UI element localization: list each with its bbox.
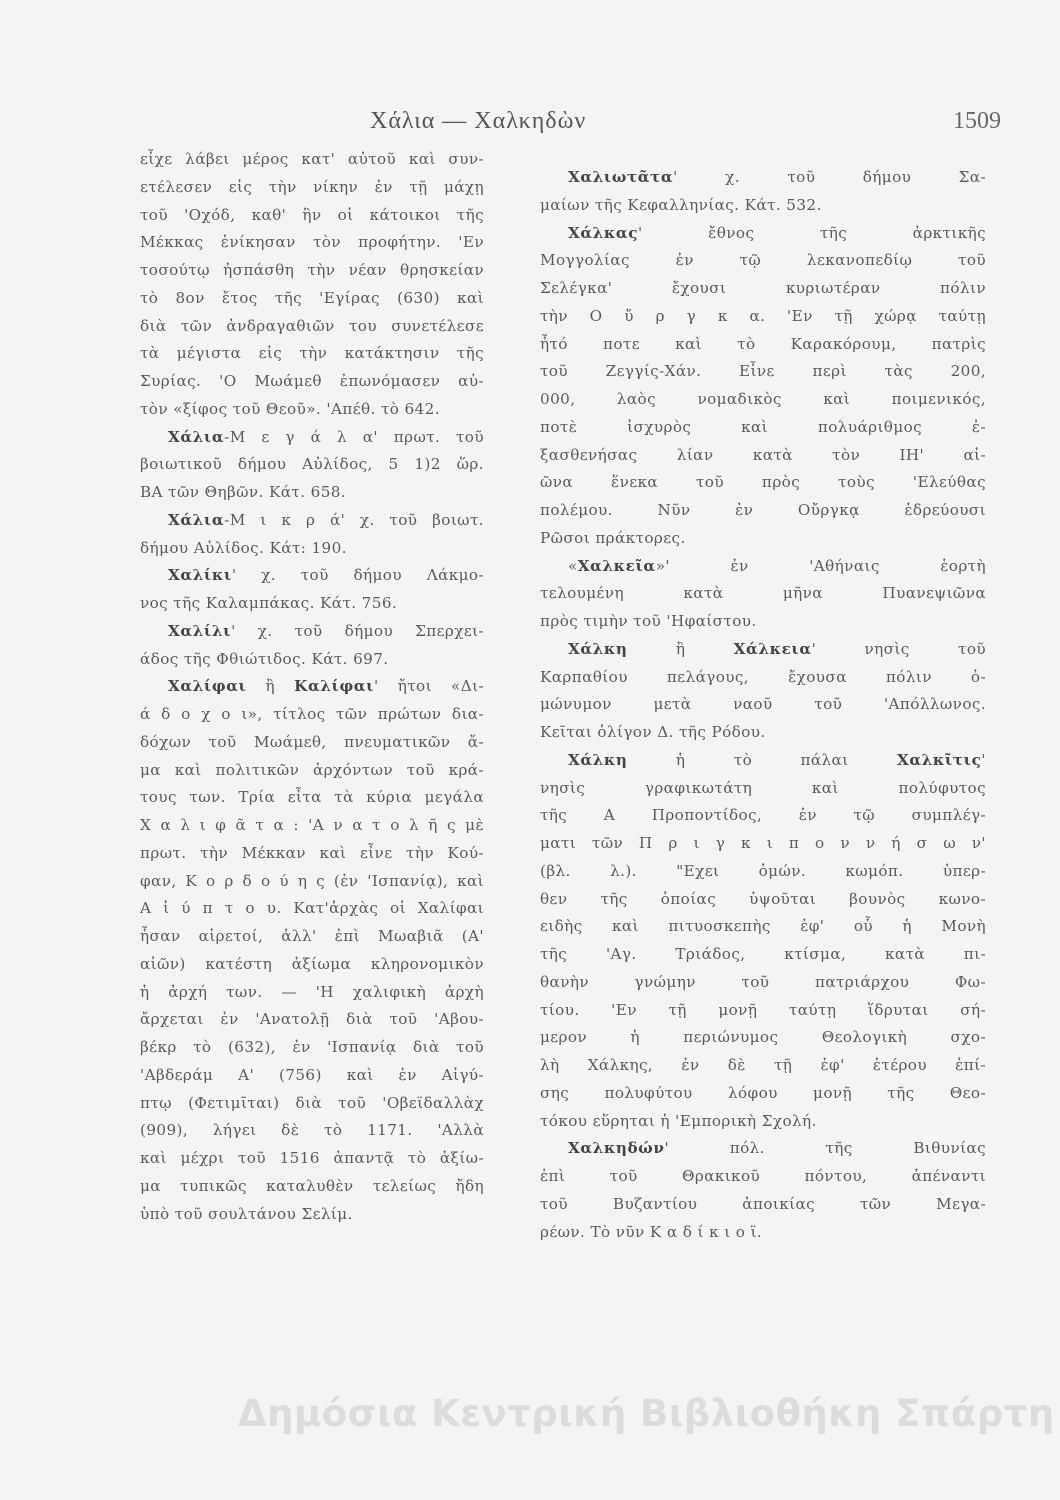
entry-headword: Καλίφαι: [294, 677, 375, 696]
text-line: [140, 479, 484, 507]
text-line: [540, 303, 986, 331]
text-line: [140, 1145, 484, 1173]
entry-headword: Χάλκη: [568, 750, 628, 769]
text-run: πρὸς τιμὴν τοῦ 'Ηφαίστου.: [540, 612, 757, 630]
text-run: τὴν Ο ὔ ρ γ κ α. 'Εν τῇ χώρᾳ ταύτῃ: [540, 306, 986, 325]
text-line: [540, 1024, 986, 1052]
text-line: [140, 1173, 484, 1201]
text-line: [540, 830, 986, 858]
entry-headword: Χαλίλι: [168, 621, 232, 640]
entry-headword: Χαλκεῖα: [577, 556, 656, 575]
text-line: [140, 507, 484, 535]
text-run: μερον ἡ περιώνυμος Θεολογικὴ σχο-: [540, 1028, 986, 1047]
text-run: ' χ. τοῦ δήμου Λάκμο-: [231, 566, 484, 585]
text-run: διὰ τῶν ἀνδραγαθιῶν του συνετέλεσε: [140, 316, 484, 335]
text-run: ματι τῶν Π ρ ι γ κ ι π ο ν ν ή σ ω ν': [540, 834, 986, 852]
text-line: [540, 192, 986, 220]
text-line: [140, 1062, 484, 1090]
text-run: ' πόλ. τῆς Βιθυνίας: [664, 1139, 986, 1158]
text-run: δόχων τοῦ Μωάμεθ, πνευματικῶν ἄ-: [140, 732, 484, 751]
text-line: [140, 451, 484, 479]
text-line: [540, 275, 986, 303]
text-run: Ρῶσοι πράκτορες.: [540, 528, 686, 547]
text-line: [540, 1108, 986, 1136]
text-run: ειδὴς καὶ πιτυοσκεπὴς ἐφ' οὗ ἡ Μονὴ: [540, 917, 986, 936]
text-line: [540, 580, 986, 608]
entry-headword: Χαλίκι: [168, 566, 232, 585]
text-line: [540, 691, 986, 719]
text-run: μώνυμον μετὰ ναοῦ τοῦ 'Απόλλωνος.: [540, 695, 986, 714]
text-run: Μογγολίας ἐν τῷ λεκανοπεδίῳ τοῦ: [540, 251, 986, 270]
text-line: [140, 1117, 484, 1145]
text-run: άδος τῆς Φθιώτιδος. Κάτ. 697.: [140, 649, 389, 668]
text-line: [540, 969, 986, 997]
text-run: τοσούτῳ ἠσπάσθη τὴν νέαν θρησκείαν: [140, 261, 484, 279]
text-line: [140, 590, 484, 618]
text-line: [140, 202, 484, 230]
text-run: ἡ ἀρχή των. — 'Η χαλιφικὴ ἀρχὴ: [140, 982, 484, 1001]
text-run: μα τυπικῶς καταλυθὲν τελείως ἤδη: [140, 1176, 484, 1195]
text-line: [540, 442, 986, 470]
text-line: [140, 146, 484, 174]
text-run: Α ἰ ύ π τ ο υ. Κατ'ἀρχὰς οἱ Χαλίφαι: [140, 899, 484, 918]
text-line: [540, 608, 986, 636]
text-run: Καρπαθίου πελάγους, ἔχουσα πόλιν ὁ-: [540, 667, 986, 686]
text-line: [540, 414, 986, 442]
text-line: [540, 164, 986, 192]
text-line: [540, 386, 986, 414]
text-line: [540, 941, 986, 969]
text-run: τοῦ 'Οχόδ, καθ' ἣν οἱ κάτοικοι τῆς: [140, 205, 484, 224]
text-run: τίου. 'Εν τῇ μονῇ ταύτῃ ἵδρυται σή-: [540, 1000, 986, 1019]
text-line: [540, 525, 986, 553]
text-run: βέκρ τὸ (632), ἐν 'Ισπανίᾳ διὰ τοῦ: [140, 1038, 484, 1056]
text-run: -Μ ι κ ρ ά' χ. τοῦ βοιωτ.: [224, 510, 484, 529]
text-line: [540, 886, 986, 914]
text-run: »' ἐν 'Αθήναις ἑορτὴ: [655, 556, 986, 575]
text-line: [140, 313, 484, 341]
text-line: [140, 812, 484, 840]
text-line: [540, 469, 986, 497]
text-run: τὰ μέγιστα εἰς τὴν κατάκτησιν τῆς: [140, 344, 484, 363]
text-run: τὸν «ξίφος τοῦ Θεοῦ». 'Απέθ. τὸ 642.: [140, 399, 440, 418]
text-run: τῆς 'Αγ. Τριάδος, κτίσμα, κατὰ πι-: [540, 945, 986, 963]
text-line: [140, 951, 484, 979]
entry-headword: Χάλκεια: [733, 639, 812, 658]
text-run: μαίων τῆς Κεφαλληνίας. Κάτ. 532.: [540, 195, 822, 214]
text-run: Μέκκας ἐνίκησαν τὸν προφήτην. 'Εν: [140, 233, 484, 252]
text-run: θανὴν γνώμην τοῦ πατριάρχου Φω-: [540, 972, 986, 991]
text-line: [540, 1191, 986, 1219]
text-line: [140, 340, 484, 368]
text-run: Σελέγκα' ἔχουσι κυριωτέραν πόλιν: [540, 279, 986, 297]
text-run: 'Αβδεράμ Α' (756) καὶ ἐν Αἰγύ-: [140, 1065, 484, 1084]
text-run: φαν, Κ ο ρ δ ο ύ η ς (ἐν 'Ισπανίᾳ), καὶ: [140, 871, 484, 890]
text-line: [540, 664, 986, 692]
text-run: ': [981, 750, 986, 769]
text-run: εἶχε λάβει μέρος κατ' αὐτοῦ καὶ συν-: [140, 150, 484, 168]
text-line: [540, 747, 986, 775]
text-run: ἄρχεται ἐν 'Ανατολῇ διὰ τοῦ 'Αβου-: [140, 1010, 484, 1029]
running-header: [0, 108, 1060, 148]
text-run: πολέμου. Νῦν ἐν Οὔργκᾳ ἑδρεύουσι: [540, 501, 986, 519]
text-run: ῶνα ἕνεκα τοῦ πρὸς τοὺς 'Ελεύθας: [540, 473, 986, 492]
text-run: τους των. Τρία εἶτα τὰ κύρια μεγάλα: [140, 788, 484, 807]
text-line: [140, 229, 484, 257]
text-run: μα καὶ πολιτικῶν ἀρχόντων τοῦ κρά-: [140, 760, 484, 779]
text-run: ὑπὸ τοῦ σουλτάνου Σελίμ.: [140, 1204, 353, 1223]
text-line: [140, 285, 484, 313]
text-line: [140, 729, 484, 757]
text-line: [540, 802, 986, 830]
library-watermark: Δημόσια Κεντρική Βιβλιοθήκη Σπάρτη: [238, 1392, 1055, 1435]
text-run: ' ἔθνος τῆς ἀρκτικῆς: [638, 223, 986, 242]
text-line: [540, 1135, 986, 1163]
text-run: νησὶς γραφικωτάτη καὶ πολύφυτος: [540, 778, 986, 797]
text-line: [540, 636, 986, 664]
text-line: [540, 719, 986, 747]
text-line: [140, 923, 484, 951]
text-run: ξασθενήσας λίαν κατὰ τὸν ΙΗ' αἰ-: [540, 445, 986, 464]
text-run: ' ἤτοι «Δι-: [374, 677, 484, 696]
text-line: [140, 424, 484, 452]
text-line: [540, 358, 986, 386]
text-run: λὴ Χάλκης, ἐν δὲ τῇ ἐφ' ἑτέρου ἐπί-: [540, 1056, 986, 1074]
text-line: [540, 220, 986, 248]
text-run: τὸ 8ον ἔτος τῆς 'Εγίρας (630) καὶ: [140, 288, 484, 307]
text-line: [140, 840, 484, 868]
text-run: (βλ. λ.). "Εχει ὁμών. κωμόπ. ὑπερ-: [540, 861, 986, 880]
text-line: [140, 174, 484, 202]
entry-headword: Χάλια: [168, 510, 225, 529]
text-line: [140, 646, 484, 674]
text-run: ά δ ο χ ο ι», τίτλος τῶν πρώτων δια-: [140, 705, 484, 723]
text-line: [140, 396, 484, 424]
text-line: [140, 618, 484, 646]
text-line: [540, 1052, 986, 1080]
text-line: [140, 1006, 484, 1034]
text-run: ποτὲ ἰσχυρὸς καὶ πολυάριθμος ἐ-: [540, 417, 986, 436]
text-run: καὶ μέχρι τοῦ 1516 ἀπαντᾷ τὸ ἀξίω-: [140, 1149, 484, 1167]
text-run: ετέλεσεν εἰς τὴν νίκην ἐν τῇ μάχῃ: [140, 177, 484, 196]
text-line: [140, 895, 484, 923]
text-line: [140, 1034, 484, 1062]
text-line: [540, 858, 986, 886]
text-run: τοῦ Ζεγγίς-Χάν. Εἶνε περὶ τὰς 200,: [540, 362, 986, 381]
text-run: ρέων. Τὸ νῦν Κ α δ ί κ ι ο ϊ.: [540, 1222, 763, 1241]
text-line: [140, 673, 484, 701]
text-run: πρωτ. τὴν Μέκκαν καὶ εἶνε τὴν Κού-: [140, 843, 484, 862]
text-run: ' χ. τοῦ δήμου Σα-: [673, 168, 986, 186]
entry-headword: Χαλίφαι: [168, 677, 247, 696]
text-line: [140, 784, 484, 812]
text-line: [540, 1163, 986, 1191]
text-run: ' νησὶς τοῦ: [811, 639, 986, 658]
page-number: 1509: [953, 108, 1001, 134]
text-run: ἦτό ποτε καὶ τὸ Καρακόρουμ, πατρὶς: [540, 334, 986, 353]
text-line: [140, 757, 484, 785]
left-column: [140, 146, 484, 1228]
entry-headword: Χαλκῖτις: [896, 750, 982, 769]
text-run: «: [568, 556, 578, 575]
text-line: [140, 868, 484, 896]
text-run: τοῦ Βυζαντίου ἀποικίας τῶν Μεγα-: [540, 1194, 986, 1213]
text-run: βοιωτικοῦ δήμου Αὐλίδος, 5 1)2 ὥρ.: [140, 455, 484, 474]
text-line: [540, 331, 986, 359]
text-run: ἢ: [246, 677, 295, 696]
text-run: -Μ ε γ ά λ α' πρωτ. τοῦ: [224, 427, 484, 446]
text-line: [540, 497, 986, 525]
text-run: (909), λήγει δὲ τὸ 1171. 'Αλλὰ: [140, 1121, 484, 1140]
text-run: ἢ: [627, 639, 734, 658]
text-run: ἐπὶ τοῦ Θρακικοῦ πόντου, ἀπέναντι: [540, 1167, 986, 1185]
text-run: αἰῶν) κατέστη ἀξίωμα κληρονομικὸν: [140, 954, 484, 973]
running-title: Χάλια — Χαλκηδὼν: [370, 108, 587, 134]
text-run: σης πολυφύτου λόφου μονῇ τῆς Θεο-: [540, 1083, 986, 1102]
text-line: [140, 535, 484, 563]
text-run: νος τῆς Καλαμπάκας. Κάτ. 756.: [140, 594, 398, 612]
text-line: [540, 553, 986, 581]
text-line: [140, 1201, 484, 1229]
text-run: Συρίας. 'Ο Μωάμεθ ἐπωνόμασεν αὐ-: [140, 372, 484, 390]
text-line: [540, 1219, 986, 1247]
entry-headword: Χαλκηδών: [568, 1139, 665, 1158]
text-run: ' χ. τοῦ δήμου Σπερχει-: [231, 621, 484, 640]
text-line: [140, 701, 484, 729]
text-run: πτῳ (Φετιμῖται) διὰ τοῦ 'Οβεϊδαλλὰχ: [140, 1093, 484, 1112]
text-run: Κεῖται ὀλίγον Δ. τῆς Ρόδου.: [540, 723, 766, 741]
text-run: ἡ τὸ πάλαι: [627, 750, 897, 769]
text-line: [140, 257, 484, 285]
text-line: [540, 997, 986, 1025]
entry-headword: Χαλιωτᾶτα: [568, 168, 674, 186]
text-run: ἦσαν αἱρετοί, ἀλλ' ἐπὶ Μωαβιᾶ (Α': [140, 927, 484, 945]
entry-headword: Χάλκας: [568, 223, 639, 242]
right-column: [540, 164, 986, 1246]
text-line: [140, 368, 484, 396]
text-run: Χ α λ ι φ ᾶ τ α : 'Α ν α τ ο λ ῆ ς μὲ: [140, 816, 484, 834]
text-run: θεν τῆς ὁποίας ὑψοῦται βουνὸς κωνο-: [540, 889, 986, 908]
entry-headword: Χάλια: [168, 427, 225, 446]
text-line: [140, 1090, 484, 1118]
text-line: [540, 775, 986, 803]
text-run: τελουμένη κατὰ μῆνα Πυανεψιῶνα: [540, 584, 986, 603]
text-line: [140, 979, 484, 1007]
text-run: 000, λαὸς νομαδικὸς καὶ ποιμενικός,: [540, 390, 986, 408]
text-line: [540, 247, 986, 275]
text-line: [540, 913, 986, 941]
text-run: ΒΑ τῶν Θηβῶν. Κάτ. 658.: [140, 483, 347, 501]
text-run: δήμου Αὐλίδος. Κάτ: 190.: [140, 538, 347, 557]
text-run: τῆς Α Προποντίδος, ἐν τῷ συμπλέγ-: [540, 806, 986, 825]
text-run: τόκου εὕρηται ἡ 'Εμπορικὴ Σχολή.: [540, 1111, 817, 1130]
text-line: [540, 1080, 986, 1108]
entry-headword: Χάλκη: [568, 639, 628, 658]
text-line: [140, 562, 484, 590]
